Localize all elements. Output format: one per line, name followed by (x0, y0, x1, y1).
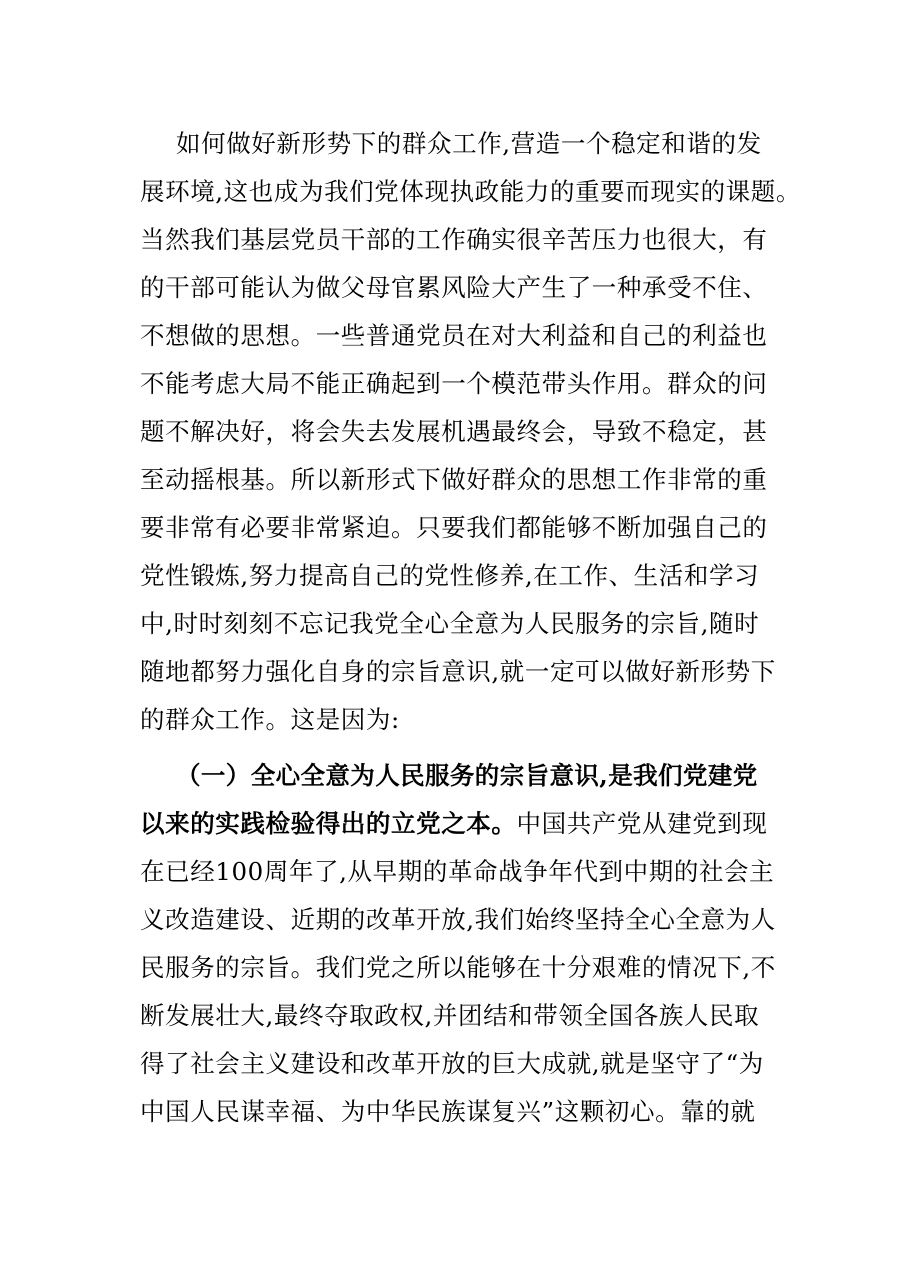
paragraph-line: 民服务的宗旨。我们党之所以能够在十分艰难的情况下,不 (140, 953, 776, 982)
paragraph-line: 题不解决好，将会失去发展机遇最终会，导致不稳定，甚 (140, 417, 768, 446)
paragraph-line: 不能考虑大局不能正确起到一个模范带头作用。群众的问 (140, 369, 768, 398)
paragraph-text: 中国共产党从建党到现 (516, 809, 768, 838)
paragraph-line: 要非常有必要非常紧迫。只要我们都能够不断加强自己的 (140, 513, 768, 542)
paragraph-line: 不想做的思想。一些普通党员在对大利益和自己的利益也 (140, 321, 768, 350)
paragraph-line: 党性锻炼,努力提高自己的党性修养,在工作、生活和学习 (140, 561, 760, 590)
section-heading: （一）全心全意为人民服务的宗旨意识,是我们党建党 (176, 761, 758, 790)
paragraph-line: 中国人民谋幸福、为中华民族谋复兴”这颗初心。靠的就 (140, 1097, 756, 1126)
paragraph-line: 的干部可能认为做父母官累风险大产生了一种承受不住、 (140, 273, 768, 302)
paragraph-line: 至动摇根基。所以新形式下做好群众的思想工作非常的重 (140, 465, 768, 494)
paragraph-line: 如何做好新形势下的群众工作,营造一个稳定和谐的发 (176, 129, 762, 158)
paragraph-line: 在已经100周年了,从早期的革命战争年代到中期的社会主 (140, 857, 775, 886)
paragraph-line: 义改造建设、近期的改革开放,我们始终坚持全心全意为人 (140, 905, 776, 934)
paragraph-line: 断发展壮大,最终夺取政权,并团结和带领全国各族人民取 (140, 1001, 760, 1030)
paragraph-line: 当然我们基层党员干部的工作确实很辛苦压力也很大，有 (140, 225, 768, 254)
paragraph-line: 的群众工作。这是因为: (140, 705, 400, 734)
paragraph-line: 展环境,这也成为我们党体现执政能力的重要而现实的课题。 (140, 177, 801, 206)
section-heading-continuation (140, 804, 780, 844)
section-heading-end: 以来的实践检验得出的立党之本。 (140, 809, 517, 838)
paragraph-line: 中,时时刻刻不忘记我党全心全意为人民服务的宗旨,随时 (140, 609, 760, 638)
paragraph-line: 得了社会主义建设和改革开放的巨大成就,就是坚守了“为 (140, 1049, 764, 1078)
paragraph-line: 随地都努力强化自身的宗旨意识,就一定可以做好新形势下 (140, 657, 776, 686)
